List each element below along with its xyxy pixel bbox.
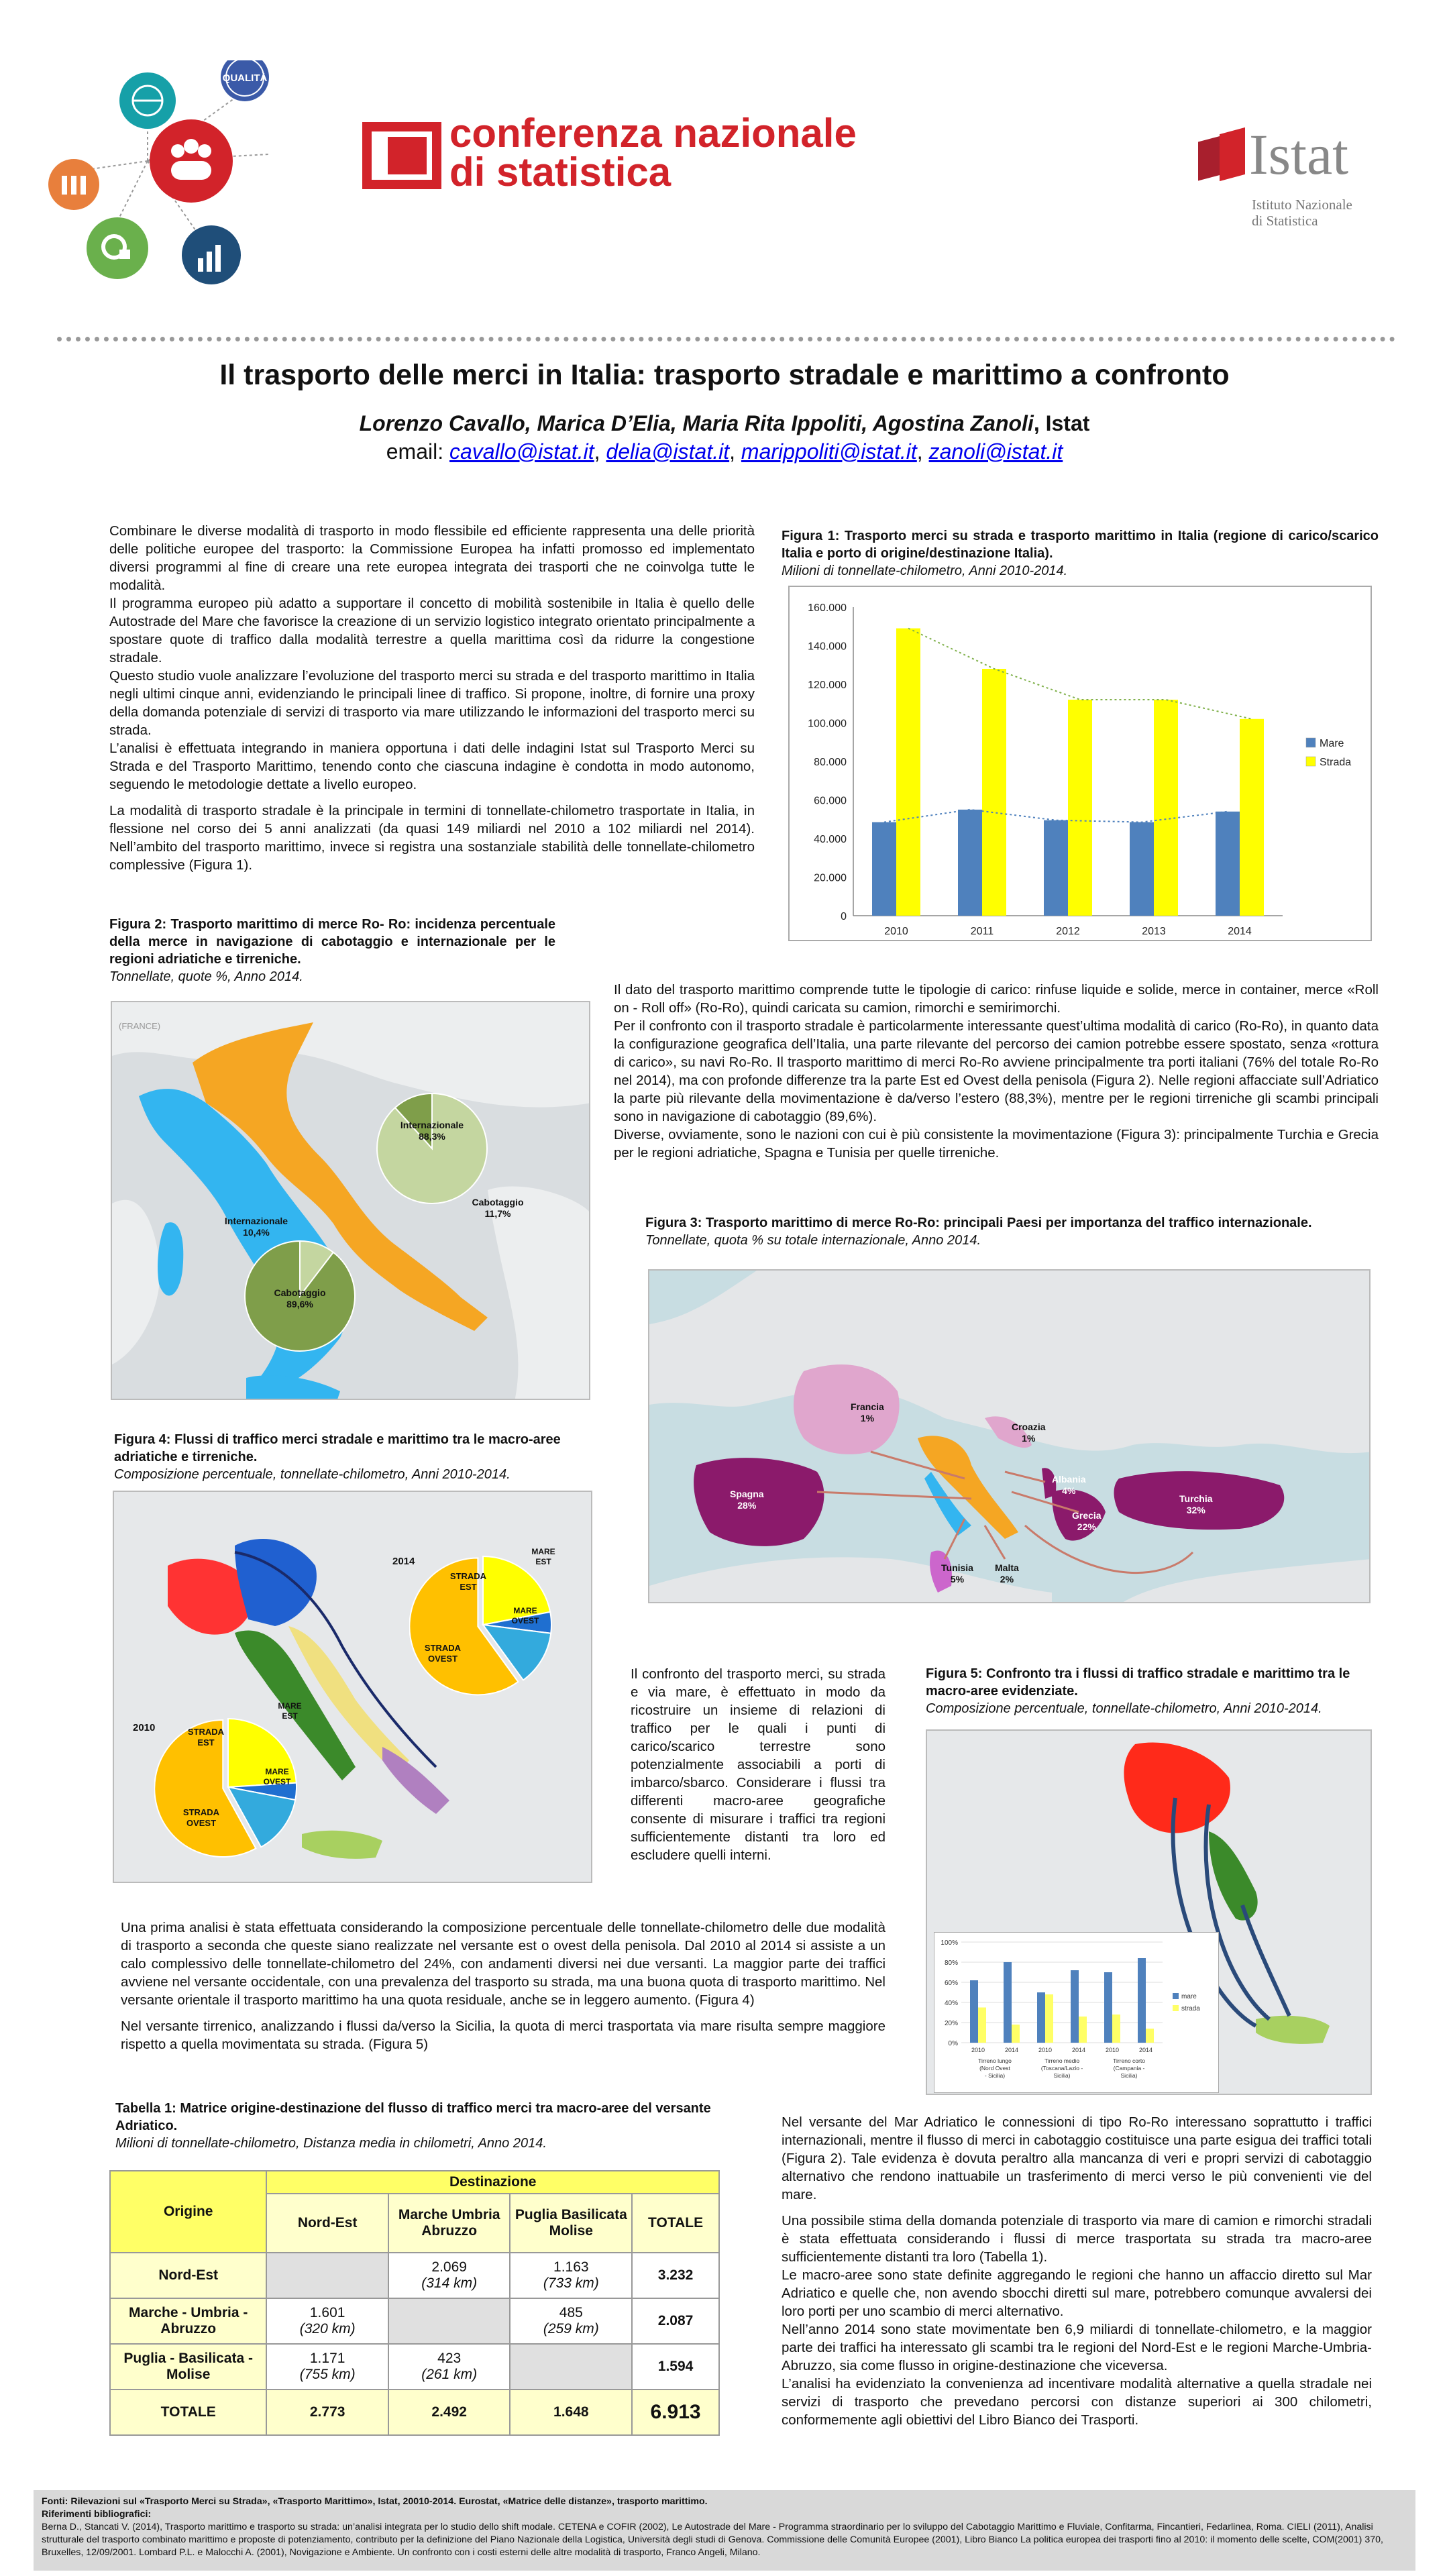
country-label-turchia: Turchia 32% bbox=[1179, 1493, 1213, 1515]
fig3-caption-subtitle: Tonnellate, quota % su totale internazionale, Anno 2014. bbox=[645, 1233, 981, 1248]
table-col-total: 2.773 bbox=[266, 2390, 388, 2435]
right-paragraph: L’analisi ha evidenziato la convenienza ad incentivare modalità alternative a quella stradale nei servizi di trasporto che prevedano percorsi con distanze superiori ai 300 chilometri, conformemente agli obiettivi del Libro Bianco dei Trasporti. bbox=[782, 2376, 1372, 2428]
pie-tyrrhenian-label-international: Internazionale 10,4% bbox=[224, 1216, 288, 1238]
fig2-caption-subtitle: Tonnellate, quote %, Anno 2014. bbox=[109, 969, 303, 984]
table-row-label: Nord-Est bbox=[110, 2253, 266, 2298]
analysis-paragraph: Nel versante tirrenico, analizzando i flussi da/verso la Sicilia, la quota di merci trasportata via mare risulta sempre maggiore rispetto a quella movimentata su strada. (Figura 5) bbox=[121, 2019, 885, 2052]
bar-strada bbox=[896, 629, 920, 916]
fig4-map bbox=[113, 1491, 592, 1883]
table-cell: 1.163 (733 km) bbox=[510, 2253, 632, 2298]
inset-y-tick: 80% bbox=[944, 1960, 958, 1967]
table-header-destinazione: Destinazione bbox=[266, 2171, 719, 2194]
table-col-header: Puglia Basilicata Molise bbox=[510, 2194, 632, 2253]
table-row-total: 1.594 bbox=[632, 2344, 719, 2390]
fig2-pie-adriatic bbox=[372, 1088, 492, 1209]
x-tick-label: 2011 bbox=[970, 926, 994, 937]
istat-logo bbox=[1198, 124, 1399, 245]
country-label-francia: Francia 1% bbox=[851, 1401, 884, 1424]
header-divider bbox=[57, 337, 1395, 341]
legend-label-strada: Strada bbox=[1320, 757, 1352, 768]
y-tick-label: 20.000 bbox=[814, 872, 847, 884]
conference-number-logo bbox=[362, 122, 441, 189]
email-label: email: bbox=[386, 439, 449, 464]
table-col-total: 1.648 bbox=[510, 2390, 632, 2435]
od-matrix-table bbox=[109, 2170, 720, 2436]
fig3-caption-title: Figura 3: Trasporto marittimo di merce Ro-Ro: principali Paesi per importanza del traffico internazionale. bbox=[645, 1216, 1312, 1230]
inset-legend-swatch bbox=[1173, 2005, 1179, 2011]
intro-paragraph: Questo studio vuole analizzare l’evoluzione del trasporto merci su strada e del trasporto marittimo in Italia negli ultimi cinque anni, evidenziando le principali linee di traffico. Si propone, inoltre, di fornire una proxy della domanda potenziale di servizi di trasporto via mare utilizzando le informazioni del trasporto merci su strada. bbox=[109, 668, 755, 738]
istat-subtitle-2: di Statistica bbox=[1252, 213, 1318, 229]
www-globe-icon bbox=[119, 72, 176, 129]
conference-title-line2: di statistica bbox=[449, 150, 672, 195]
inset-y-tick: 100% bbox=[941, 1939, 958, 1947]
bar-strada bbox=[1068, 700, 1092, 916]
table-row-total: 3.232 bbox=[632, 2253, 719, 2298]
mid-text bbox=[614, 981, 1379, 1162]
y-tick-label: 140.000 bbox=[808, 641, 847, 653]
table-cell: 2.069 (314 km) bbox=[388, 2253, 511, 2298]
bar-mare bbox=[1044, 820, 1068, 916]
table-row bbox=[110, 2298, 719, 2344]
legend-swatch-strada bbox=[1306, 757, 1316, 766]
country-label-tunisia: Tunisia 5% bbox=[941, 1562, 973, 1585]
inset-x-tick: 2014 bbox=[1138, 2047, 1153, 2053]
table-row bbox=[110, 2253, 719, 2298]
y-tick-label: 40.000 bbox=[814, 834, 847, 845]
mid-paragraph: Per il confronto con il trasporto stradale è particolarmente interessante quest’ultima modalità di carico (Ro-Ro), in quanto data la configurazione geografica dell’Italia, una parte rilevante del percorso dei camion potrebbe essere spostato, senza «rottura di carico», su navi Ro-Ro. Il trasporto marittimo di merci Ro-Ro avviene principalmente tra porti italiani (76% del totale Ro-Ro nel 2014), ma con profonde differenze tra la parte Est ed Ovest della penisola (Figura 2). Nelle regioni affacciate sull’Adriatico la parte più rilevante della movimentazione è da/verso l’estero (88,3%), mentre per le regioni tirreniche gli scambi principali sono in navigazione di cabotaggio (89,6%). bbox=[614, 1018, 1379, 1124]
table1-caption-title: Tabella 1: Matrice origine-destinazione del flusso di traffico merci tra macro-aree del versante Adriatico. bbox=[115, 2101, 711, 2133]
y-tick-label: 100.000 bbox=[808, 718, 847, 730]
header bbox=[0, 0, 1449, 335]
inset-legend-label: strada bbox=[1181, 2005, 1200, 2012]
country-label-croazia: Croazia 1% bbox=[1012, 1421, 1046, 1444]
inset-bar-strada bbox=[1045, 1994, 1053, 2043]
intro-paragraph: Combinare le diverse modalità di trasporto in modo flessibile ed efficiente rappresenta una delle priorità delle politiche europee del trasporto: la Commissione Europea ha infatti promosso ed implementato diversi programmi al fine di creare una rete europea integrata dei trasporti che ne coinvolga tutte le modalità. bbox=[109, 523, 755, 593]
mid-paragraph: Diverse, ovviamente, sono le nazioni con cui è più consistente la movimentazione (Figura 3): principalmente Turchia e Grecia per le regioni adriatiche, Spagna e Tunisia per quelle tirreniche. bbox=[614, 1127, 1379, 1161]
label-strada-ovest-2014: STRADA OVEST bbox=[424, 1643, 462, 1664]
fig1-caption-subtitle: Milioni di tonnellate-chilometro, Anni 2010-2014. bbox=[782, 564, 1068, 578]
x-tick-label: 2013 bbox=[1142, 926, 1166, 937]
fig5-inset-chart bbox=[934, 1932, 1219, 2093]
label-mare-est-2010: MARE EST bbox=[278, 1701, 302, 1721]
people-group-icon bbox=[150, 119, 233, 203]
inset-x-tick: 2010 bbox=[1105, 2047, 1120, 2053]
label-strada-est-2010: STRADA EST bbox=[187, 1727, 225, 1748]
fig4-caption-title: Figura 4: Flussi di traffico merci stradale e marittimo tra le macro-aree adriatiche e tirreniche. bbox=[114, 1432, 561, 1464]
right-paragraph: Nell’anno 2014 sono state movimentate ben 6,9 miliardi di tonnellate-chilometro, e la maggior parte dei traffici ha interessato gli scambi tra le regioni del Nord-Est e le regioni Marche-Umbria-Abruzzo, sia come flusso in origine-destinazione che viceversa. bbox=[782, 2322, 1372, 2373]
inset-legend-label: mare bbox=[1181, 1993, 1197, 2000]
footer-references: Berna D., Stancati V. (2014), Trasporto marittimo e trasporto su strada: un’analisi integrata per lo studio dello shift modale. CETENA e COFIR (2002), Le Autostrade del Mare - Programma straordinario per lo sviluppo del Cabotaggio Marittimo e Fluviale, Confitarma, Fincantieri, Fedarlinea, Roma. CIELI (2011), Analisi strutturale del trasporto combinato marittimo e proposte di potenziamento, contributo per la definizione del Piano Nazionale della Logistica, Università degli studi di Genova. Commissione delle Comunità Europee (2001), Libro Bianco La politica europea dei trasporti fino al 2010: il momento delle scelte, COM(2001) 370, Bruxelles, 12/09/2001. Lombard P.L. e Malocchi A. (2001), Novigazione e Ambiente. Un confronto con i costi esterni delle altre modalità di trasporto, Franco Angeli, Milano. bbox=[42, 2522, 1383, 2558]
table-cell bbox=[510, 2344, 632, 2390]
table-header-origine: Origine bbox=[110, 2171, 266, 2253]
table-col-total: 2.492 bbox=[388, 2390, 511, 2435]
inset-bar-strada bbox=[1012, 2025, 1020, 2043]
country-label-spagna: Spagna 28% bbox=[730, 1489, 764, 1511]
inset-group-label: Sicilia) bbox=[1053, 2072, 1071, 2079]
label-mare-est-2014: MARE EST bbox=[531, 1547, 555, 1566]
x-tick-label: 2010 bbox=[884, 926, 908, 937]
y-tick-label: 60.000 bbox=[814, 795, 847, 807]
table-row-label: Marche - Umbria - Abruzzo bbox=[110, 2298, 266, 2344]
analysis-text bbox=[121, 1919, 885, 2053]
inset-bar-strada bbox=[978, 2008, 986, 2043]
fig4-caption bbox=[114, 1431, 597, 1483]
inset-y-tick: 0% bbox=[948, 2040, 958, 2047]
email-link-delia[interactable]: delia@istat.it bbox=[606, 439, 730, 464]
table-total-label: TOTALE bbox=[110, 2390, 266, 2435]
label-strada-ovest-2010: STRADA OVEST bbox=[182, 1807, 220, 1828]
bar-mare bbox=[872, 822, 896, 916]
table-row bbox=[110, 2344, 719, 2390]
country-label-grecia: Grecia 22% bbox=[1072, 1510, 1102, 1532]
pie-tyrrhenian-label-cabotage: Cabotaggio 89,6% bbox=[274, 1287, 326, 1309]
inset-group-label: - Sicilia) bbox=[984, 2072, 1006, 2079]
intro-paragraph: Il programma europeo più adatto a supportare il concetto di mobilità sostenibile in Italia è quello delle Autostrade del Mare che favorisce la creazione di un servizio logistico integrato orientato principalmente a spostare quote di traffico dalla modalità terrestre a quella marittima così da ridurre la congestione stradale. bbox=[109, 596, 755, 665]
fig3-caption bbox=[645, 1214, 1377, 1249]
fig5-caption bbox=[926, 1665, 1375, 1717]
inset-bar-mare bbox=[1071, 1970, 1079, 2043]
fig4-year-2014: 2014 bbox=[392, 1556, 415, 1567]
table-grand-total: 6.913 bbox=[632, 2390, 719, 2435]
inset-x-tick: 2014 bbox=[1004, 2047, 1019, 2053]
fig1-chart-frame bbox=[788, 586, 1372, 941]
inset-legend-swatch bbox=[1173, 1993, 1179, 1999]
istat-flag-icon bbox=[1198, 131, 1245, 178]
bar-strada bbox=[1240, 719, 1264, 916]
email-link-zanoli[interactable]: zanoli@istat.it bbox=[928, 439, 1063, 464]
table-col-header: TOTALE bbox=[632, 2194, 719, 2253]
fig1-caption bbox=[782, 527, 1379, 580]
table-row-total: 2.087 bbox=[632, 2298, 719, 2344]
inset-bar-mare bbox=[1138, 1958, 1146, 2043]
table-total-row bbox=[110, 2390, 719, 2435]
x-tick-label: 2014 bbox=[1228, 926, 1252, 937]
right-paragraph: Le macro-aree sono state definite aggregando le regioni che hanno un affaccio diretto sul Mar Adriatico e quelle che, non avendo sbocchi diretti sul mare, potrebbero comunque avvalersi dei loro porti per uno scambio di merci alternativo. bbox=[782, 2267, 1372, 2319]
fig5-map bbox=[926, 1729, 1372, 2095]
table-cell bbox=[388, 2298, 511, 2344]
footer-references-label: Riferimenti bibliografici: bbox=[42, 2509, 152, 2520]
table-row-label: Puglia - Basilicata - Molise bbox=[110, 2344, 266, 2390]
table-cell: 1.171 (755 km) bbox=[266, 2344, 388, 2390]
fig5-caption-subtitle: Composizione percentuale, tonnellate-chilometro, Anni 2010-2014. bbox=[926, 1701, 1322, 1716]
fig2-caption bbox=[109, 916, 555, 985]
x-tick-label: 2012 bbox=[1056, 926, 1080, 937]
svg-text:(FRANCE): (FRANCE) bbox=[119, 1021, 161, 1031]
compare-text: Il confronto del trasporto merci, su strada e via mare, è effettuato in modo da ricostruire un insieme di relazioni di traffico per le quali i punti di carico/scarico terrestre sono potenzialmente associabili a porti di imbarco/sbarco. Considerare i flussi tra differenti macro-aree geografiche consente di misurare i traffici tra regioni sufficientemente distanti tra loro ed escludere quelli interni. bbox=[631, 1666, 885, 1863]
fig1-bar-chart bbox=[790, 587, 1371, 940]
bar-mare bbox=[958, 810, 982, 916]
bar-mare bbox=[1130, 822, 1154, 916]
inset-x-tick: 2014 bbox=[1071, 2047, 1086, 2053]
table-cell: 423 (261 km) bbox=[388, 2344, 511, 2390]
fig4-year-2010: 2010 bbox=[133, 1722, 156, 1733]
fig2-caption-title: Figura 2: Trasporto marittimo di merce Ro- Ro: incidenza percentuale della merce in navigazione di cabotaggio e internazionale per le regioni adriatiche e tirreniche. bbox=[109, 917, 555, 967]
right-paragraph: Nel versante del Mar Adriatico le connessioni di tipo Ro-Ro interessano soprattutto i traffici internazionali, mentre il flusso di merci in cabotaggio costituisce una parte esigua dei traffici totali (Figura 2). Tale evidenza è dovuta peraltro alla mancanza di veri e propri servizi di cabotaggio alternativo che rendono inattuabile un trasferimento di merci verso le più convenienti vie del mare. bbox=[782, 2114, 1372, 2202]
inset-bar-mare bbox=[970, 1980, 978, 2043]
table-col-header: Marche Umbria Abruzzo bbox=[388, 2194, 511, 2253]
inset-group-label: Tirreno medio bbox=[1044, 2057, 1080, 2064]
page-title: Il trasporto delle merci in Italia: trasporto stradale e marittimo a confronto bbox=[219, 359, 1230, 391]
inset-bar-mare bbox=[1004, 1962, 1012, 2043]
y-tick-label: 120.000 bbox=[808, 680, 847, 691]
mid-paragraph: Il dato del trasporto marittimo comprende tutte le tipologie di carico: rinfuse liquide e solide, merce in container, merce «Roll on - Roll off» (Ro-Ro), quindi caricata su camion, rimorchi e semirimorchi. bbox=[614, 982, 1379, 1016]
table1-caption-subtitle: Milioni di tonnellate-chilometro, Distanza media in chilometri, Anno 2014. bbox=[115, 2136, 547, 2151]
gear-lock-icon bbox=[87, 217, 148, 279]
istat-wordmark: Istat bbox=[1249, 122, 1349, 186]
footer bbox=[34, 2490, 1415, 2571]
analysis-paragraph: Una prima analisi è stata effettuata considerando la composizione percentuale delle tonnellate-chilometro delle due modalità di trasporto a seconda che queste siano realizzate nel versante est o ovest della penisola. Dal 2010 al 2014 si assiste a un calo complessivo delle tonnellate-chilometro del 24%, con andamenti diversi nei due versanti. La maggior parte dei traffici avviene nel versante occidentale, con una prevalenza del trasporto su strada, ma una buona quota di trasporto marittimo. Nel versante orientale il trasporto marittimo ha una quota residuale, anche se in leggero aumento. (Figura 4) bbox=[121, 1920, 885, 2008]
inset-bar-mare bbox=[1037, 1992, 1045, 2043]
y-tick-label: 160.000 bbox=[808, 602, 847, 614]
country-label-malta: Malta 2% bbox=[995, 1562, 1019, 1585]
y-tick-label: 80.000 bbox=[814, 757, 847, 768]
intro-text bbox=[109, 522, 755, 874]
fig4-caption-subtitle: Composizione percentuale, tonnellate-chilometro, Anni 2010-2014. bbox=[114, 1467, 511, 1482]
fig1-caption-title: Figura 1: Trasporto merci su strada e trasporto marittimo in Italia (regione di carico/scarico Italia e porto di origine/destinazione Italia). bbox=[782, 529, 1379, 561]
inset-bar-strada bbox=[1079, 2017, 1087, 2043]
bar-chart-icon bbox=[182, 225, 241, 284]
inset-group-label: (Toscana/Lazio - bbox=[1040, 2065, 1083, 2072]
inset-y-tick: 60% bbox=[944, 1980, 958, 1987]
y-tick-label: 0 bbox=[841, 911, 847, 922]
istat-subtitle-1: Istituto Nazionale bbox=[1252, 197, 1352, 213]
fig5-caption-title: Figura 5: Confronto tra i flussi di traffico stradale e marittimo tra le macro-aree evidenziate. bbox=[926, 1666, 1350, 1699]
intro-paragraph: L’analisi è effettuata integrando in maniera opportuna i dati delle indagini Istat sul Trasporto Merci su Strada e del Trasporto Marittimo, tenendo conto che ciascuna indagine è condotta in modo autonomo, seguendo le metodologie dettate a livello europeo. bbox=[109, 741, 755, 792]
pie-adriatic-label-cabotage: Cabotaggio 11,7% bbox=[472, 1197, 524, 1219]
affiliation: , Istat bbox=[1033, 411, 1090, 435]
pie-adriatic-label-international: Internazionale 88,3% bbox=[400, 1120, 464, 1142]
bar-strada bbox=[982, 669, 1006, 916]
table-cell: 1.601 (320 km) bbox=[266, 2298, 388, 2344]
inset-bar-mare bbox=[1104, 1972, 1112, 2043]
legend-swatch-mare bbox=[1306, 738, 1316, 747]
bar-strada bbox=[1154, 700, 1178, 916]
conference-logo-icons bbox=[47, 60, 356, 302]
inset-bar-strada bbox=[1146, 2029, 1154, 2043]
footer-sources: Fonti: Rilevazioni sul «Trasporto Merci su Strada», «Trasporto Marittimo», Istat, 20010-2014. Eurostat, «Matrice delle distanze», trasporto marittimo. bbox=[42, 2496, 708, 2507]
fig2-map bbox=[111, 1001, 590, 1400]
table-cell: 485 (259 km) bbox=[510, 2298, 632, 2344]
inset-group-label: Tirreno corto bbox=[1113, 2057, 1145, 2064]
right-paragraph: Una possibile stima della domanda potenziale di trasporto via mare di camion e rimorchi stradali è stata effettuata considerando i flussi di merce trasportata su strada tra macro-aree sufficientemente distanti tra loro (Tabella 1). bbox=[782, 2213, 1372, 2265]
label-mare-ovest-2010: MARE OVEST bbox=[263, 1767, 291, 1786]
conference-title-line1: conferenza nazionale bbox=[449, 111, 857, 156]
inset-x-tick: 2010 bbox=[971, 2047, 985, 2053]
table1-caption bbox=[115, 2100, 726, 2152]
intro-paragraph: La modalità di trasporto stradale è la principale in termini di tonnellate-chilometro trasportate in Italia, in flessione nel corso dei 5 anni analizzati (da quasi 149 miliardi nel 2010 a 102 miliardi nel 2014). Nell’ambito del trasporto marittimo, invece si registra una sostanziale stabilità delle tonnellate-chilometro complessive (Figura 1). bbox=[109, 803, 755, 873]
columns-building-icon bbox=[48, 159, 99, 210]
email-link-cavallo[interactable]: cavallo@istat.it bbox=[449, 439, 594, 464]
inset-group-label: Sicilia) bbox=[1120, 2072, 1138, 2079]
inset-group-label: (Nord Ovest bbox=[979, 2065, 1010, 2072]
label-mare-ovest-2014: MARE OVEST bbox=[511, 1606, 539, 1625]
email-link-marippoliti[interactable]: marippoliti@istat.it bbox=[741, 439, 917, 464]
authors: Lorenzo Cavallo, Marica D’Elia, Maria Rita Ippoliti, Agostina Zanoli bbox=[359, 411, 1034, 435]
table-col-header: Nord-Est bbox=[266, 2194, 388, 2253]
inset-y-tick: 40% bbox=[944, 2000, 958, 2007]
quality-badge-text: QUALITÀ bbox=[222, 72, 268, 84]
inset-group-label: Tirreno lungo bbox=[978, 2057, 1012, 2064]
inset-x-tick: 2010 bbox=[1038, 2047, 1053, 2053]
right-text bbox=[782, 2113, 1372, 2429]
inset-group-label: (Campania - bbox=[1113, 2065, 1145, 2072]
legend-label-mare: Mare bbox=[1320, 738, 1344, 749]
inset-y-tick: 20% bbox=[944, 2020, 958, 2027]
bar-mare bbox=[1216, 812, 1240, 916]
fig3-map bbox=[648, 1269, 1371, 1603]
inset-bar-strada bbox=[1112, 2015, 1120, 2043]
fig4-pie-2010 bbox=[154, 1713, 302, 1861]
table-cell bbox=[266, 2253, 388, 2298]
label-strada-est-2014: STRADA EST bbox=[449, 1571, 487, 1592]
country-label-albania: Albania 4% bbox=[1052, 1474, 1086, 1496]
